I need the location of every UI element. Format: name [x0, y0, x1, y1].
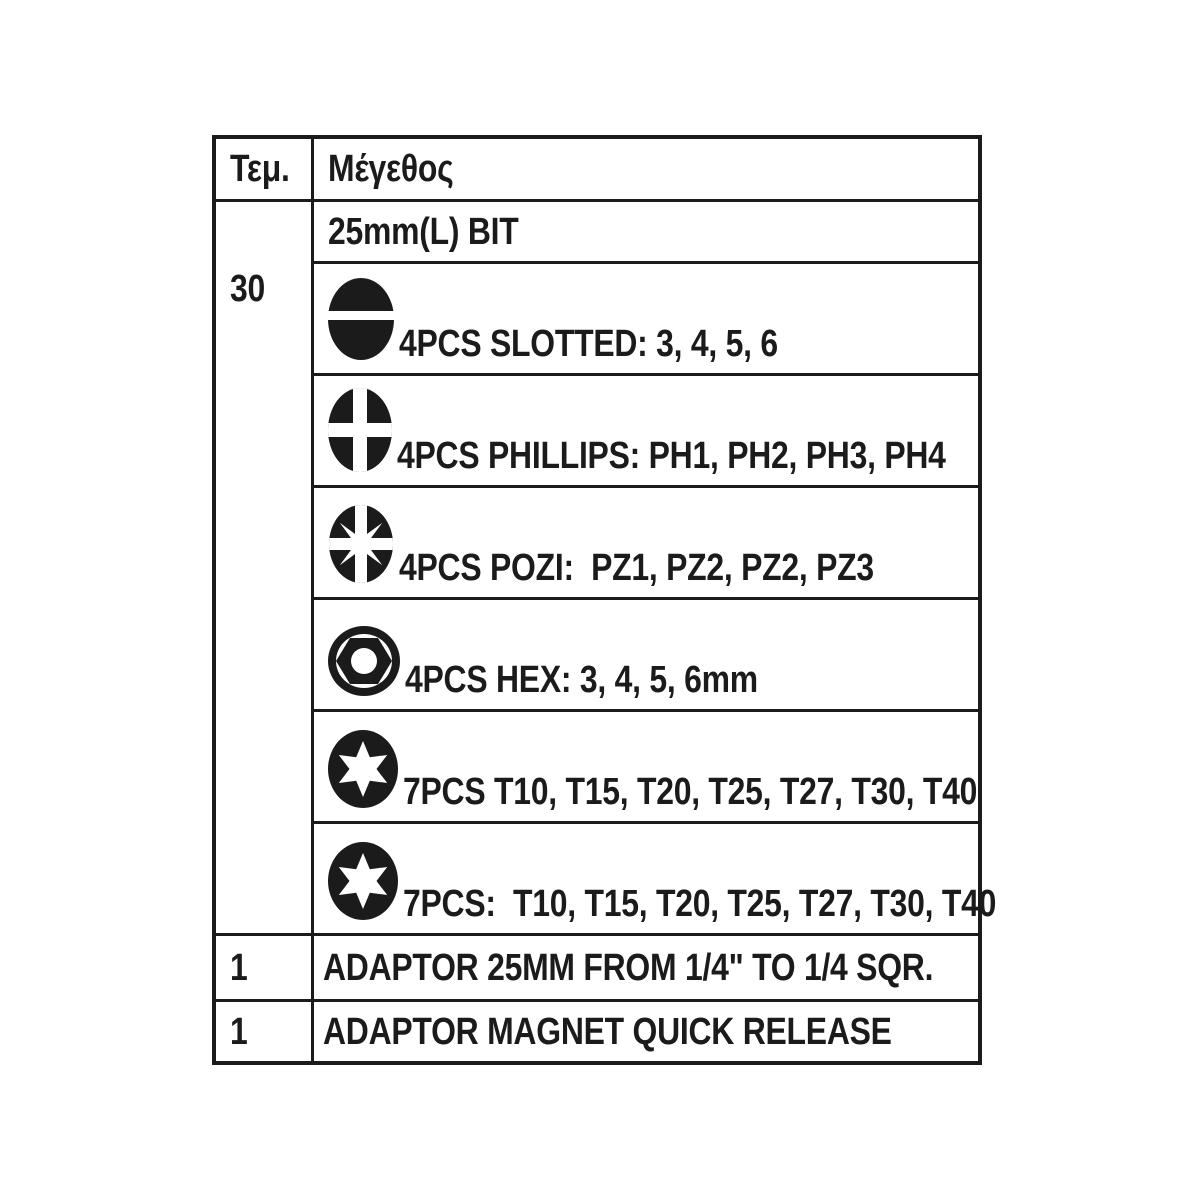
torx-bit-icon — [328, 730, 398, 808]
item-label-cell — [311, 999, 978, 1061]
group-title-cell — [311, 199, 978, 261]
qty-header-cell — [216, 139, 311, 199]
bit-row-label: 4PCS POZI: PZ1, PZ2, PZ2, PZ3 — [399, 547, 874, 589]
hex-bit-icon — [328, 626, 400, 696]
bit-row-label: 4PCS SLOTTED: 3, 4, 5, 6 — [399, 323, 778, 365]
bit-row-label: 7PCS: T10, T15, T20, T25, T27, T30, T40 — [403, 883, 997, 925]
pozi-bit-icon — [328, 504, 394, 584]
item-qty-cell — [216, 999, 311, 1061]
item-label: ADAPTOR MAGNET QUICK RELEASE — [323, 1010, 892, 1053]
item-label-cell — [311, 933, 978, 999]
bit-set-spec-table — [212, 135, 997, 1065]
item-qty-cell — [216, 933, 311, 999]
bit-row-label: 4PCS PHILLIPS: PH1, PH2, PH3, PH4 — [397, 435, 946, 477]
bit-row-phillips — [311, 373, 978, 485]
bit-row-pozi — [311, 485, 978, 597]
group-qty-value: 30 — [230, 268, 266, 310]
qty-header-label: Τεμ. — [230, 148, 290, 190]
bit-row-torx-2 — [311, 821, 997, 933]
size-header-cell — [311, 139, 978, 199]
item-label: ADAPTOR 25MM FROM 1/4" TO 1/4 SQR. — [323, 946, 934, 989]
slotted-bit-icon — [328, 278, 394, 360]
bit-row-slotted — [311, 261, 978, 373]
size-header-label: Μέγεθος — [328, 148, 454, 190]
item-qty-value: 1 — [230, 1010, 248, 1053]
group-qty-cell — [216, 199, 311, 933]
group-title-label: 25mm(L) BIT — [328, 210, 519, 253]
bit-row-torx-1 — [311, 709, 978, 821]
bit-row-label: 4PCS HEX: 3, 4, 5, 6mm — [405, 659, 758, 701]
bit-row-hex — [311, 597, 978, 709]
phillips-bit-icon — [328, 388, 392, 472]
item-qty-value: 1 — [230, 946, 248, 989]
bit-row-label: 7PCS T10, T15, T20, T25, T27, T30, T40 — [403, 771, 978, 813]
torx-bit-icon — [328, 842, 398, 920]
